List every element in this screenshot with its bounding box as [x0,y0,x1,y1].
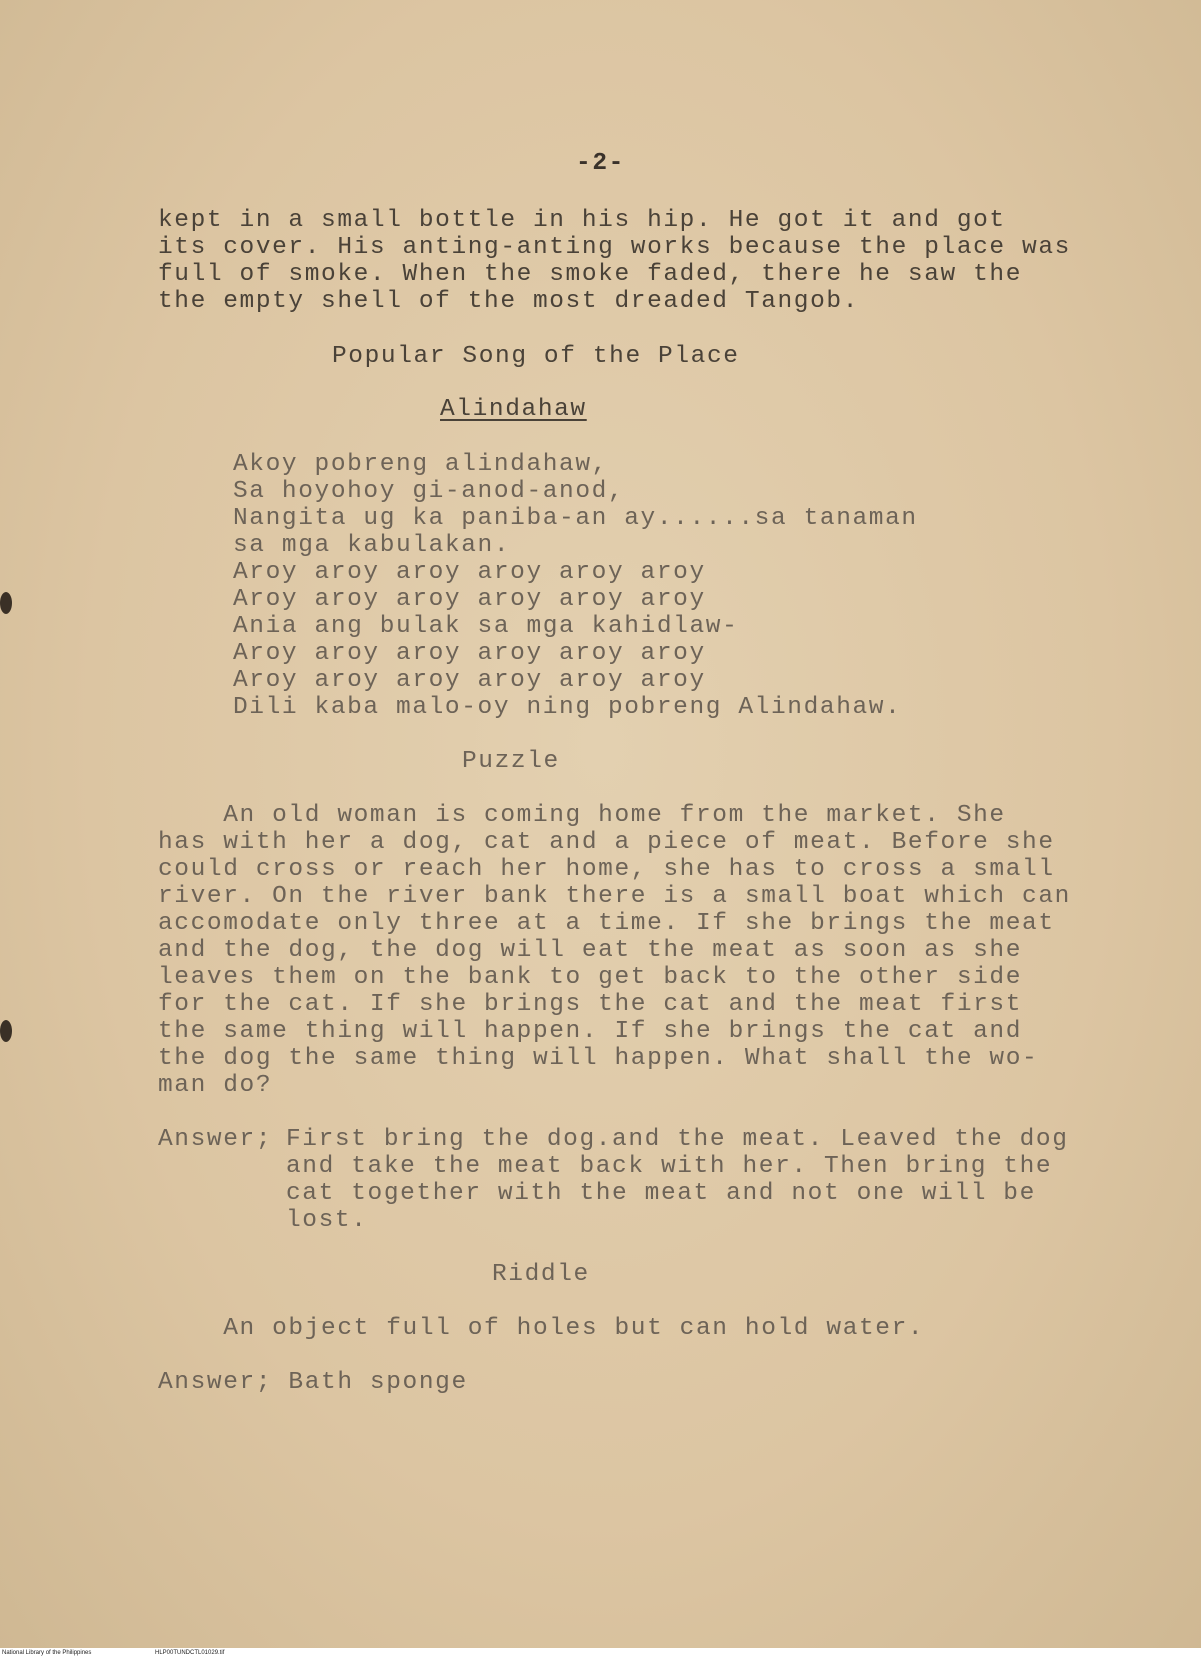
song-line: Aroy aroy aroy aroy aroy aroy [233,640,706,667]
riddle-answer: Answer; Bath sponge [158,1369,468,1396]
answer-line: First bring the dog.and the meat. Leaved the dog [286,1126,1069,1153]
intro-line: its cover. His anting-anting works because the place was [158,234,1071,261]
answer-label: Answer; [158,1126,273,1153]
intro-line: kept in a small bottle in his hip. He got it and got [158,207,1006,234]
song-heading: Popular Song of the Place [332,343,740,370]
binding-hole-top [0,592,12,614]
answer-line: and take the meat back with her. Then bring the [286,1153,1053,1180]
song-line: Aroy aroy aroy aroy aroy aroy [233,586,706,613]
puzzle-line: accomodate only three at a time. If she brings the meat [158,910,1055,937]
puzzle-line: the same thing will happen. If she brings the cat and [158,1018,1023,1045]
answer-line: lost. [286,1207,368,1234]
puzzle-line: has with her a dog, cat and a piece of meat. Before she [158,829,1055,856]
puzzle-line: river. On the river bank there is a small boat which can [158,883,1071,910]
puzzle-line: An old woman is coming home from the market. She [158,802,1006,829]
song-line: Akoy pobreng alindahaw, [233,451,608,478]
puzzle-line: could cross or reach her home, she has to cross a small [158,856,1055,883]
song-line: Aroy aroy aroy aroy aroy aroy [233,667,706,694]
song-line: Aroy aroy aroy aroy aroy aroy [233,559,706,586]
page-number: -2- [576,150,625,177]
puzzle-heading: Puzzle [462,748,560,775]
intro-line: full of smoke. When the smoke faded, there he saw the [158,261,1023,288]
puzzle-line: man do? [158,1072,273,1099]
puzzle-line: and the dog, the dog will eat the meat as soon as she [158,937,1023,964]
puzzle-line: the dog the same thing will happen. What shall the wo- [158,1045,1039,1072]
puzzle-line: for the cat. If she brings the cat and the meat first [158,991,1023,1018]
song-line: Dili kaba malo-oy ning pobreng Alindahaw. [233,694,902,721]
riddle-question: An object full of holes but can hold water. [158,1315,925,1342]
song-title: Alindahaw [440,396,587,423]
puzzle-line: leaves them on the bank to get back to the other side [158,964,1023,991]
song-line: sa mga kabulakan. [233,532,511,559]
footer-file-id: HLP00TUNDCTL01029.tif [155,1650,225,1656]
binding-hole-bottom [0,1020,12,1042]
answer-line: cat together with the meat and not one will be [286,1180,1036,1207]
song-line: Ania ang bulak sa mga kahidlaw- [233,613,739,640]
riddle-heading: Riddle [492,1261,590,1288]
footer-library: National Library of the Philippines [2,1650,92,1656]
intro-line: the empty shell of the most dreaded Tangob. [158,288,860,315]
song-line: Nangita ug ka paniba-an ay......sa tanaman [233,505,918,532]
scan-footer [0,1648,1201,1658]
song-line: Sa hoyohoy gi-anod-anod, [233,478,625,505]
